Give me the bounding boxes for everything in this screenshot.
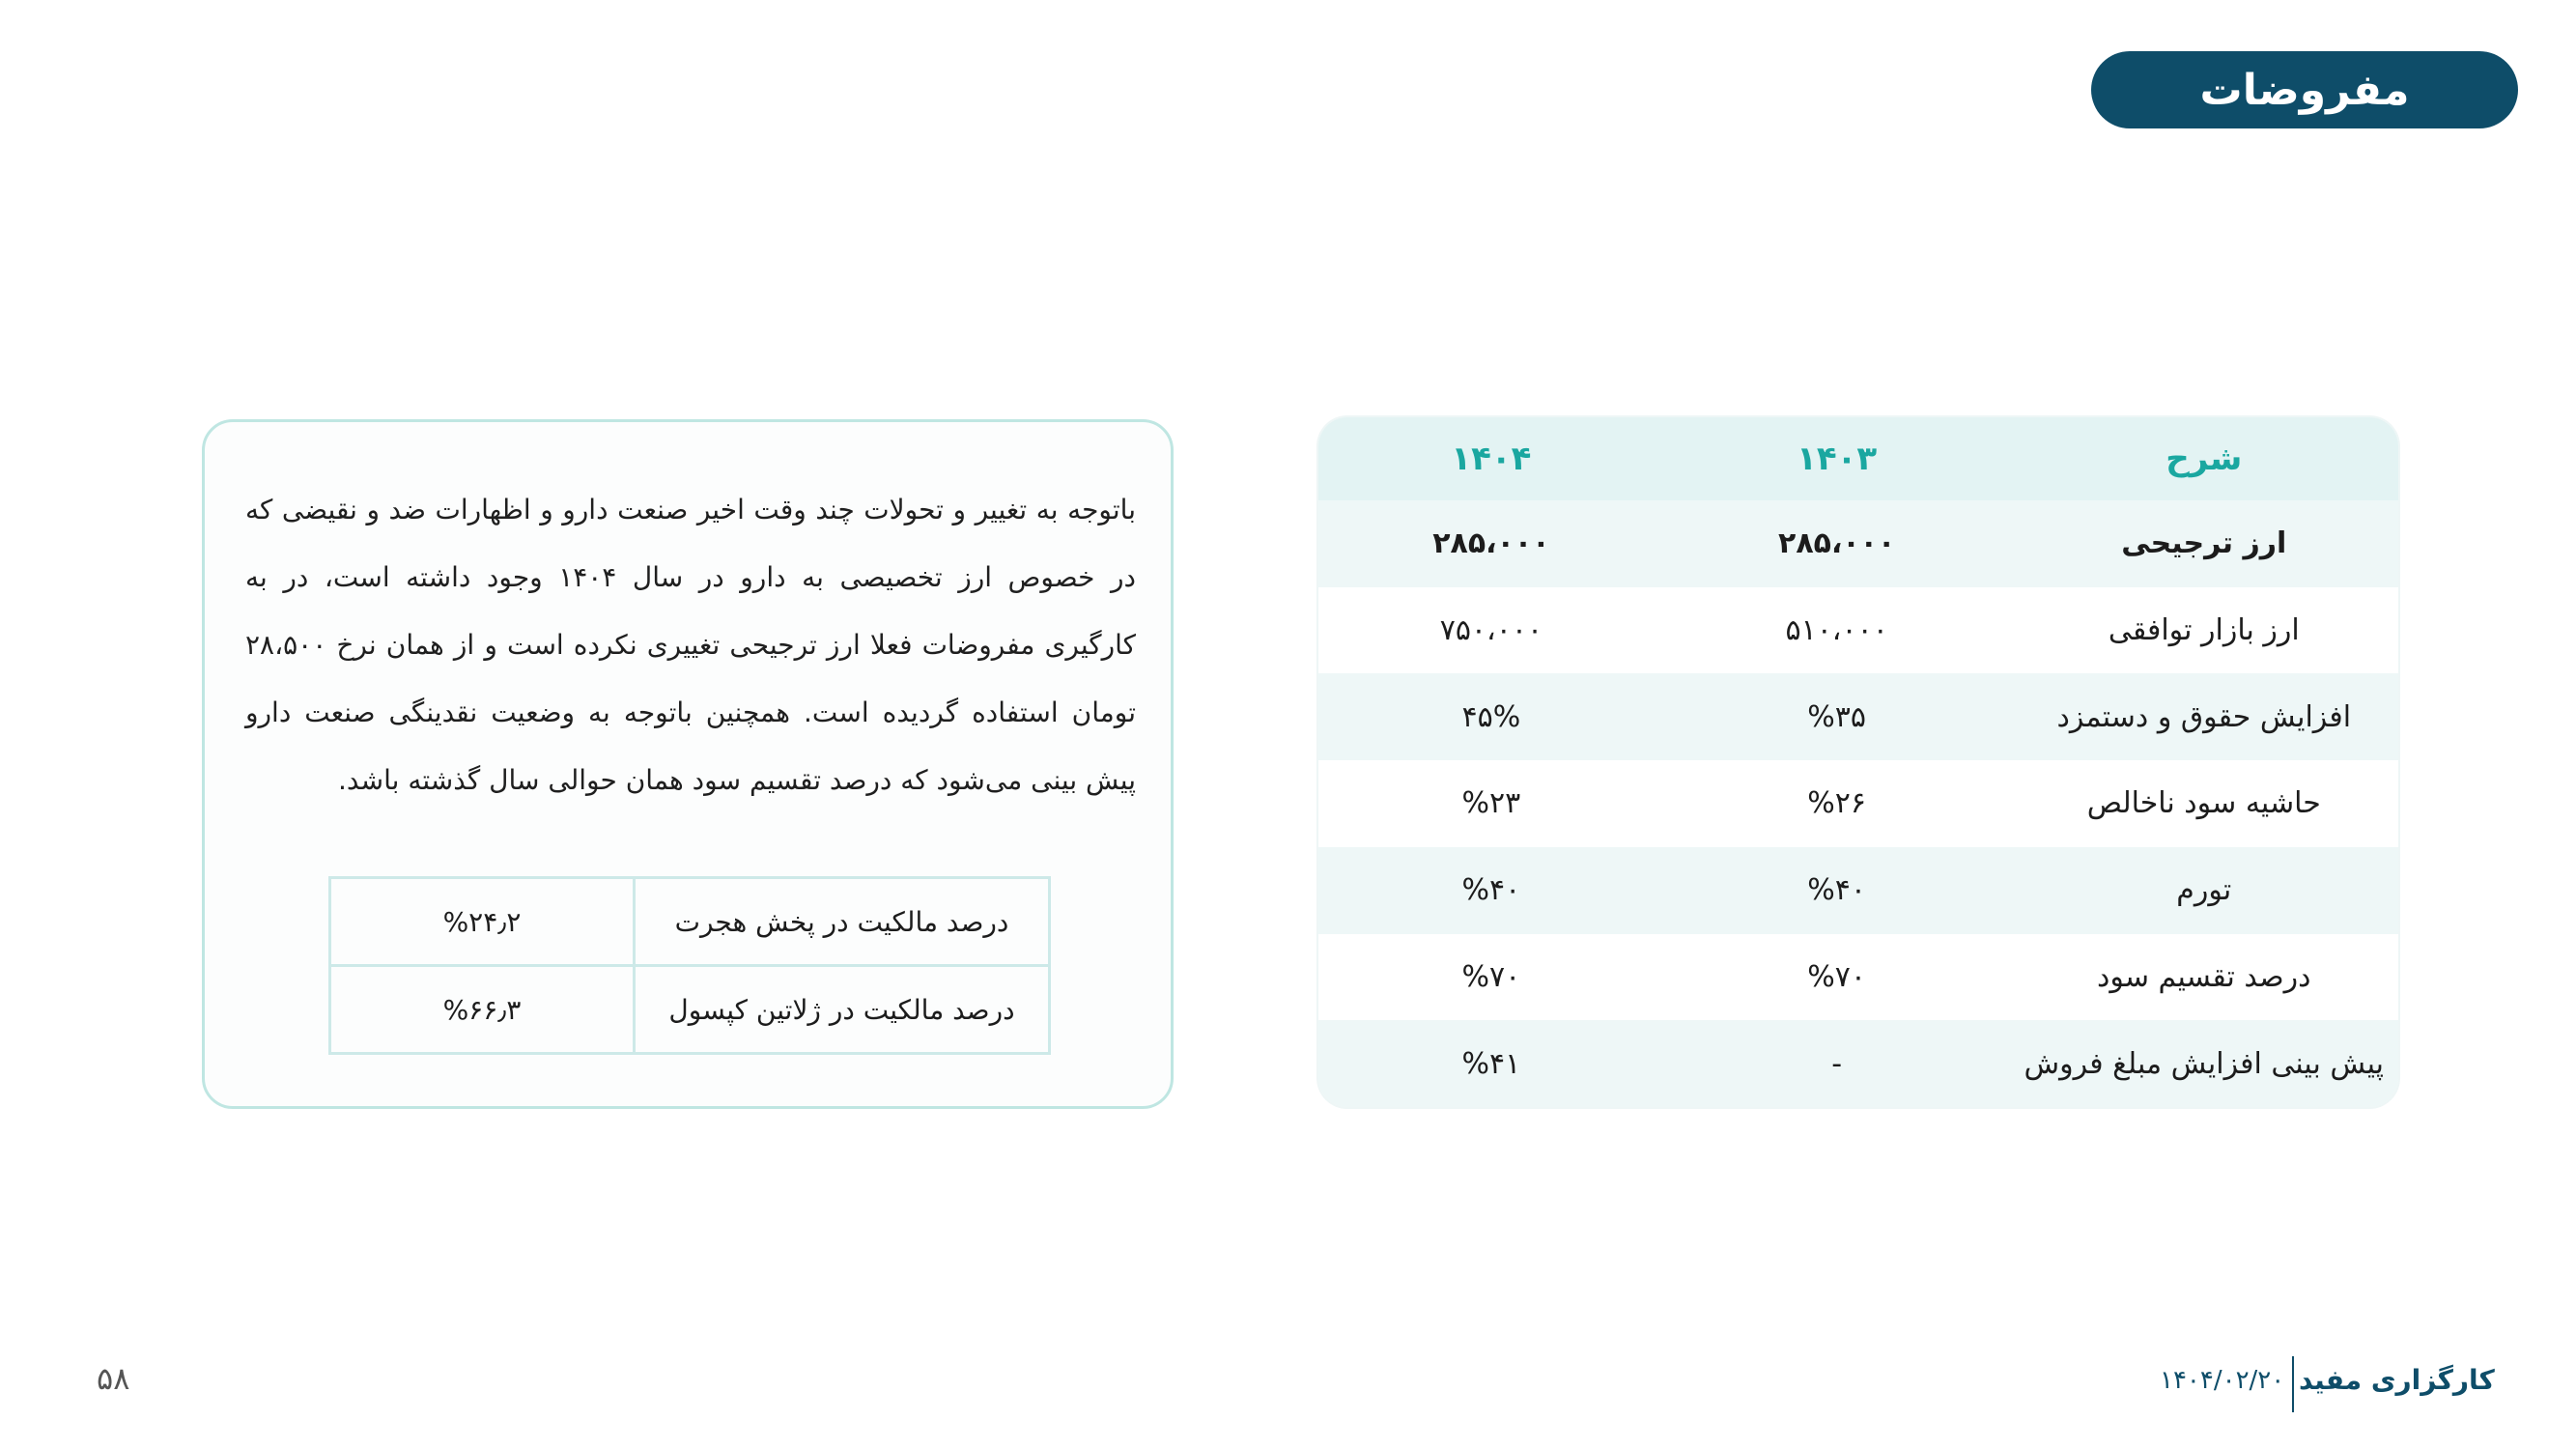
- row-label: ارز بازار توافقی: [2010, 587, 2398, 674]
- table-row: [330, 966, 1050, 1054]
- assumptions-table: [1318, 417, 2398, 1107]
- cell-1404: %۴۰: [1318, 847, 1664, 934]
- ownership-value: %۲۴٫۲: [330, 878, 635, 966]
- footer-date: ۱۴۰۴/۰۲/۲۰: [2160, 1366, 2285, 1395]
- row-label: ارز ترجیحی: [2010, 500, 2398, 587]
- table-row: [1318, 1020, 2398, 1107]
- footer-brand-logo: کارگزاری مفید: [2299, 1364, 2495, 1396]
- ownership-label: درصد مالکیت در پخش هجرت: [635, 878, 1050, 966]
- table-row: [1318, 587, 2398, 674]
- row-label: حاشیه سود ناخالص: [2010, 760, 2398, 847]
- page-title: مفروضات: [2091, 51, 2518, 128]
- cell-1404: %۴۱: [1318, 1020, 1664, 1107]
- cell-1403: %۴۰: [1664, 847, 2010, 934]
- table-row: [1318, 500, 2398, 587]
- cell-1403: ۵۱۰،۰۰۰: [1664, 587, 2010, 674]
- note-card: [202, 419, 1174, 1109]
- cell-1404: ۷۵۰،۰۰۰: [1318, 587, 1664, 674]
- cell-1404: ۴۵%: [1318, 673, 1664, 760]
- ownership-table: [328, 876, 1051, 1055]
- cell-1403: %۳۵: [1664, 673, 2010, 760]
- row-label: پیش بینی افزایش مبلغ فروش: [2010, 1020, 2398, 1107]
- cell-1404: %۲۳: [1318, 760, 1664, 847]
- footer-divider: [2292, 1356, 2294, 1412]
- ownership-label: درصد مالکیت در ژلاتین کپسول: [635, 966, 1050, 1054]
- table-row: [1318, 934, 2398, 1021]
- row-label: افزایش حقوق و دستمزد: [2010, 673, 2398, 760]
- note-paragraph: باتوجه به تغییر و تحولات چند وقت اخیر صنعت دارو و اظهارات ضد و نقیضی که در خصوص ارز تخصیصی به دارو در سال ۱۴۰۴ وجود داشته است، در به کارگیری مفروضات فعلا ارز ترجیحی تغییری نکرده است و از همان نرخ ۲۸،۵۰۰ تومان استفاده گردیده است. همچنین باتوجه به وضعیت نقدینگی صنعت دارو پیش بینی می‌شود که درصد تقسیم سود همان حوالی سال گذشته باشد.: [245, 494, 1136, 796]
- cell-1403: -: [1664, 1020, 2010, 1107]
- cell-1403: ۲۸۵،۰۰۰: [1664, 500, 2010, 587]
- table-row: [1318, 847, 2398, 934]
- table-row: [1318, 760, 2398, 847]
- column-header-1403: ۱۴۰۳: [1664, 417, 2010, 500]
- column-header-1404: ۱۴۰۴: [1318, 417, 1664, 500]
- page-number: ۵۸: [97, 1360, 130, 1397]
- ownership-value: %۶۶٫۳: [330, 966, 635, 1054]
- cell-1403: %۷۰: [1664, 934, 2010, 1021]
- cell-1404: ۲۸۵،۰۰۰: [1318, 500, 1664, 587]
- row-label: تورم: [2010, 847, 2398, 934]
- cell-1403: %۲۶: [1664, 760, 2010, 847]
- table-row: [330, 878, 1050, 966]
- column-header-description: شرح: [2010, 417, 2398, 500]
- cell-1404: %۷۰: [1318, 934, 1664, 1021]
- row-label: درصد تقسیم سود: [2010, 934, 2398, 1021]
- table-header-row: [1318, 417, 2398, 500]
- table-row: [1318, 673, 2398, 760]
